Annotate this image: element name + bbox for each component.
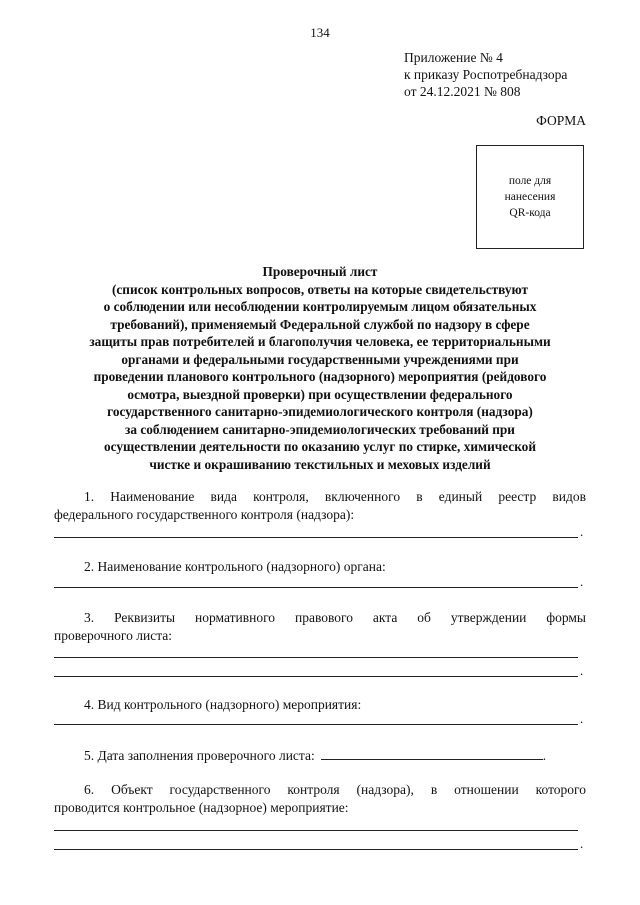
form-label: ФОРМА	[536, 113, 586, 128]
item-5-row	[54, 747, 586, 765]
line-end-dot: .	[580, 663, 584, 678]
title-line: требований), применяемый Федеральной службой по надзору в сфере	[110, 316, 530, 332]
line-end-dot: .	[580, 574, 584, 589]
item-1-line-1: 1. Наименование вида контроля, включенного в единый реестр видов	[84, 489, 586, 504]
qr-placeholder-text: QR-кода	[509, 207, 551, 219]
item-4-text: 4. Вид контрольного (надзорного) мероприятия:	[84, 697, 362, 712]
title-line: органами и федеральными государственными учреждениями при	[121, 351, 519, 367]
fill-in-line[interactable]	[54, 657, 578, 658]
item-3-line-1: 3. Реквизиты нормативного правового акта об утверждении формы	[84, 610, 586, 625]
title-line: о соблюдении или несоблюдении контролируемым лицом обязательных	[103, 299, 537, 314]
fill-in-line[interactable]	[54, 849, 578, 850]
title-line: (список контрольных вопросов, ответы на которые свидетельствуют	[111, 281, 529, 297]
item-1-line-2: федерального государственного контроля (надзора):	[54, 507, 355, 522]
page-number: 134	[310, 25, 330, 40]
item-2-text: 2. Наименование контрольного (надзорного) органа:	[84, 559, 386, 574]
qr-placeholder-text: поле для	[508, 175, 552, 187]
document-title	[54, 263, 586, 473]
qr-code-placeholder	[476, 145, 584, 249]
qr-placeholder-text: нанесения	[504, 191, 556, 203]
title-line: осмотра, выездной проверки) при осуществлении федерального	[127, 386, 513, 402]
fill-in-line[interactable]	[54, 724, 578, 725]
appendix-line: к приказу Роспотребнадзора	[404, 67, 568, 82]
fill-in-line[interactable]	[54, 537, 578, 538]
date-fill-in-line[interactable]	[321, 747, 543, 760]
item-6-line-1: 6. Объект государственного контроля (надзора), в отношении которого	[84, 782, 586, 797]
fill-in-line[interactable]	[54, 587, 578, 588]
title-line: Проверочный лист	[262, 264, 378, 279]
fill-in-line[interactable]	[54, 676, 578, 677]
title-line: осуществлении деятельности по оказанию услуг по стирке, химической	[104, 439, 536, 454]
title-line: проведении планового контрольного (надзорного) мероприятия (рейдового	[93, 369, 547, 384]
title-line: защиты прав потребителей и благополучия человека, ее территориальными	[89, 334, 551, 349]
item-3-line-2: проверочного листа:	[54, 628, 173, 643]
line-end-dot: .	[580, 711, 584, 726]
line-end-dot: .	[580, 524, 584, 539]
appendix-reference	[404, 49, 567, 100]
appendix-line: Приложение № 4	[404, 50, 503, 65]
fill-in-line[interactable]	[54, 830, 578, 831]
item-5-text: 5. Дата заполнения проверочного листа:	[84, 748, 315, 763]
title-line: чистке и окрашиванию текстильных и меховых изделий	[149, 456, 491, 472]
line-end-dot: .	[580, 836, 584, 851]
line-end-dot: .	[542, 748, 547, 763]
title-line: государственного санитарно-эпидемиологического контроля (надзора)	[107, 404, 533, 419]
appendix-line: от 24.12.2021 № 808	[404, 84, 521, 99]
title-line: за соблюдением санитарно-эпидемиологических требований при	[125, 421, 515, 437]
item-6-line-2: проводится контрольное (надзорное) мероприятие:	[54, 800, 349, 815]
